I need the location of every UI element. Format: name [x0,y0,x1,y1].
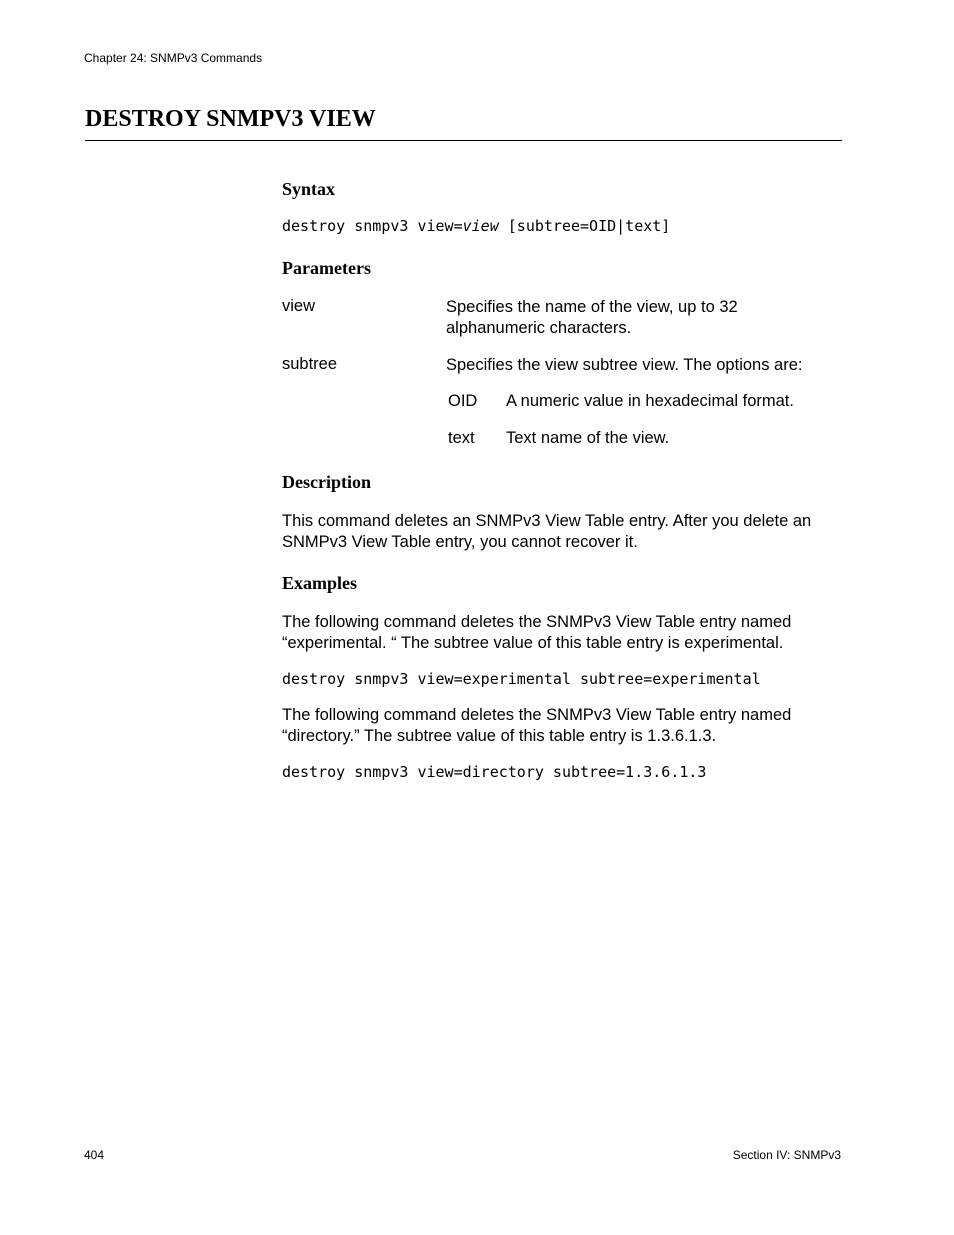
syntax-heading: Syntax [282,179,336,199]
section-footer: Section IV: SNMPv3 [732,1148,841,1162]
param-view-name: view [282,297,316,315]
param-subtree-desc: Specifies the view subtree view. The options are: [446,356,803,374]
example-1-text: The following command deletes the SNMPv3 View Table entry named “experimental. “ The subtree value of this table entry is experimental. [282,613,792,652]
description-text: This command deletes an SNMPv3 View Table entry. After you delete an SNMPv3 View Table entry, you cannot recover it. [282,512,812,551]
example-1-code: destroy snmpv3 view=experimental subtree=experimental [282,670,761,688]
description-heading: Description [282,472,371,492]
option-oid-name: OID [448,392,478,410]
examples-heading: Examples [282,573,358,593]
option-text-name: text [448,429,475,447]
running-header: Chapter 24: SNMPv3 Commands [84,51,263,65]
page-title: DESTROY SNMPV3 VIEW [85,106,376,132]
example-2-text: The following command deletes the SNMPv3 View Table entry named “directory.” The subtree value of this table entry is 1.3.6.1.3. [282,706,792,745]
example-2-code: destroy snmpv3 view=directory subtree=1.3.6.1.3 [282,763,707,781]
syntax-view-variable: view [462,217,499,235]
syntax-line [282,217,670,235]
parameters-heading: Parameters [282,258,371,278]
title-rule [85,140,842,141]
option-text-desc: Text name of the view. [506,429,670,447]
page-number: 404 [84,1148,105,1162]
param-subtree-name: subtree [282,355,338,373]
param-view-desc: Specifies the name of the view, up to 32 alphanumeric characters. [446,298,738,337]
syntax-prefix: destroy snmpv3 view= [282,217,463,235]
option-oid-desc: A numeric value in hexadecimal format. [506,392,794,410]
syntax-suffix: [subtree=OID|text] [498,217,671,235]
